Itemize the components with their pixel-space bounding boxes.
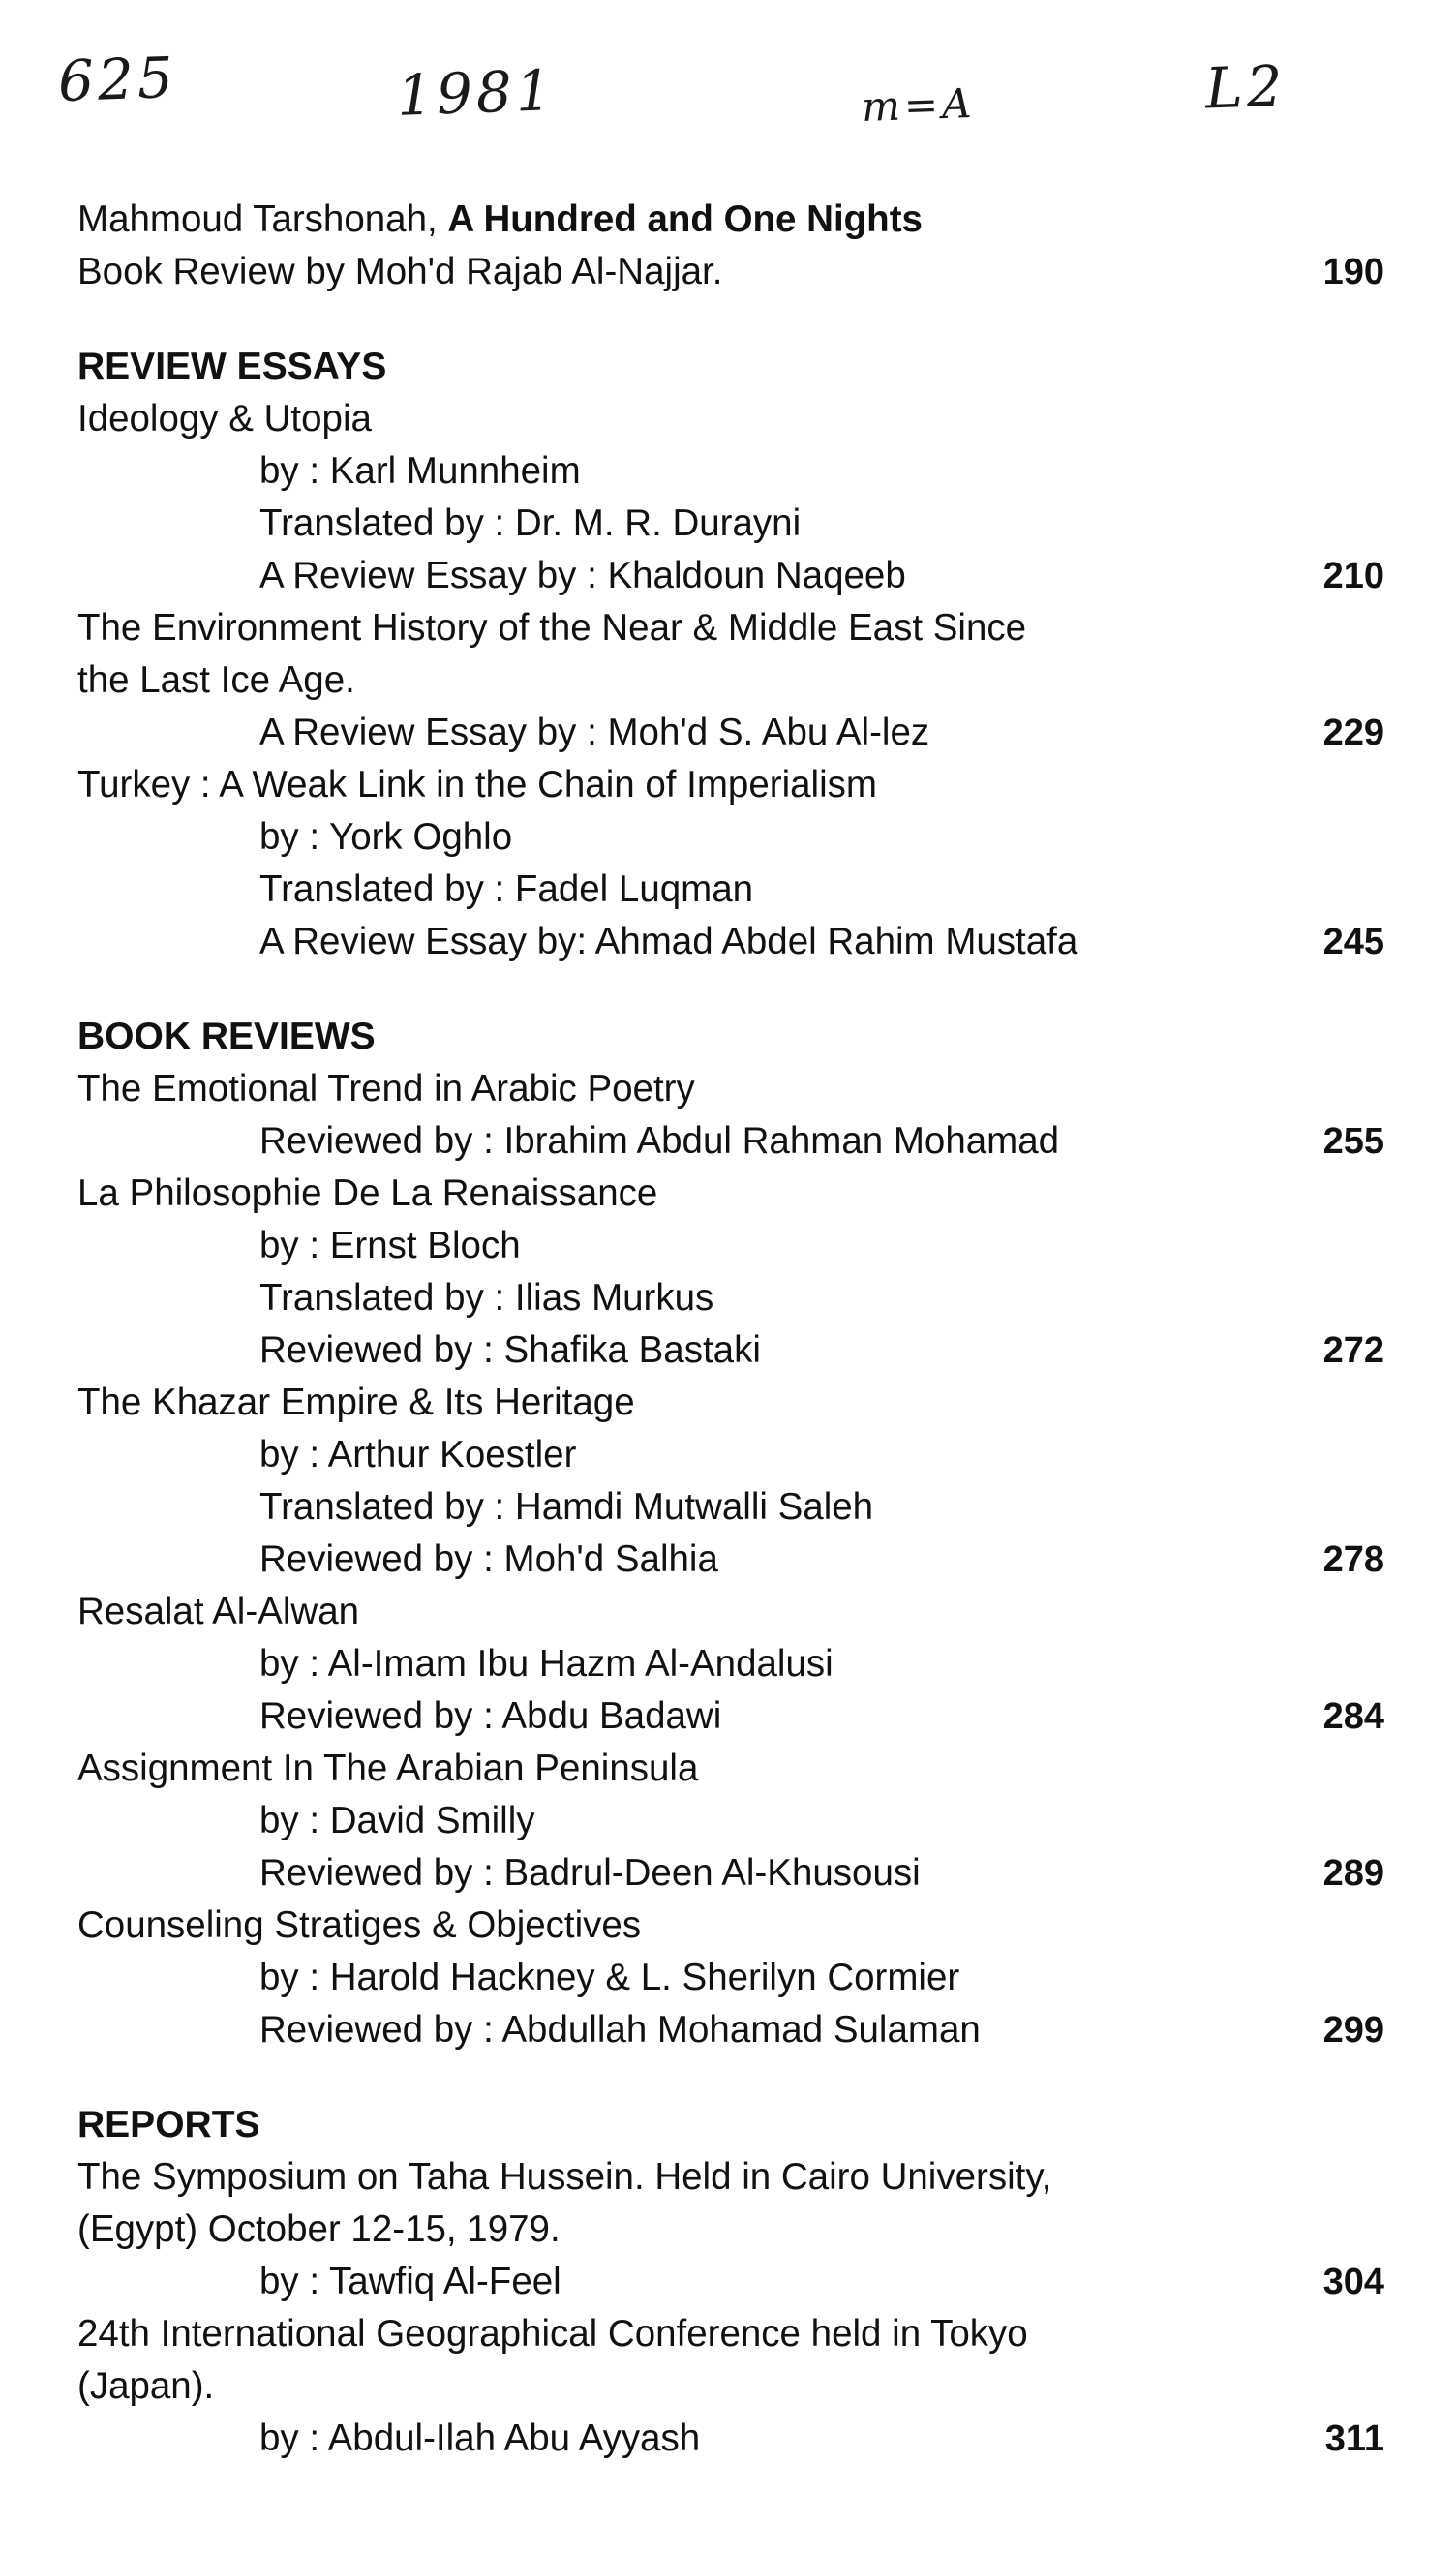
toc-line (77, 1847, 1384, 1900)
page-number: 255 (1322, 1121, 1384, 1162)
page-number: 278 (1322, 1539, 1384, 1580)
entry-translator: Translated by : Hamdi Mutwalli Saleh (259, 1486, 874, 1528)
entry-reviewer: Reviewed by : Abdu Badawi (259, 1695, 722, 1737)
entry-reviewer: A Review Essay by : Moh'd S. Abu Al-lez (259, 712, 930, 753)
toc-line (77, 707, 1384, 759)
page-number: 229 (1322, 713, 1384, 753)
entry-title: A Hundred and One Nights (447, 198, 923, 240)
entry-author: by : Al-Imam Ibu Hazm Al-Andalusi (259, 1643, 834, 1685)
entry-author: by : Arthur Koestler (259, 1434, 577, 1475)
toc-line (77, 550, 1384, 602)
entry-title: La Philosophie De La Renaissance (77, 1172, 658, 1214)
page-number: 190 (1322, 252, 1384, 292)
entry-author: by : York Oghlo (259, 816, 513, 858)
entry-title: The Environment History of the Near & Middle East Since (77, 607, 1027, 649)
handwritten-note-2: 1981 (395, 57, 557, 129)
entry-title: The Emotional Trend in Arabic Poetry (77, 1068, 695, 1110)
toc-line (77, 2256, 1384, 2308)
entry-title: 24th International Geographical Conference held in Tokyo (77, 2313, 1028, 2355)
entry-translator: Translated by : Fadel Luqman (259, 868, 754, 910)
page-number: 299 (1322, 2010, 1384, 2051)
entry-title: The Khazar Empire & Its Heritage (77, 1382, 635, 1423)
entry-author: by : Ernst Bloch (259, 1225, 521, 1266)
entry-title-cont: (Japan). (77, 2365, 215, 2407)
entry-reviewer: Reviewed by : Shafika Bastaki (259, 1329, 761, 1371)
toc-line (77, 1534, 1384, 1586)
entry-author: by : David Smilly (259, 1800, 535, 1841)
entry-reviewer: Reviewed by : Badrul-Deen Al-Khusousi (259, 1852, 921, 1894)
entry-author: by : Abdul-Ilah Abu Ayyash (259, 2418, 701, 2459)
page-number: 210 (1322, 556, 1384, 596)
entry-translator: Translated by : Dr. M. R. Durayni (259, 502, 802, 544)
toc-line (77, 194, 1384, 246)
entry-author: Mahmoud Tarshonah, (77, 198, 438, 240)
toc-line (77, 246, 1384, 298)
toc-line (77, 2004, 1384, 2056)
entry-title: Ideology & Utopia (77, 398, 372, 440)
page-number: 245 (1322, 922, 1384, 962)
entry-translator: Translated by : Ilias Murkus (259, 1277, 714, 1319)
entry-reviewer: Book Review by Moh'd Rajab Al-Najjar. (77, 251, 723, 292)
page-number: 289 (1322, 1853, 1384, 1894)
handwritten-note-3: m=A (861, 78, 977, 132)
page-number: 311 (1324, 2418, 1384, 2459)
entry-title-cont: (Egypt) October 12-15, 1979. (77, 2208, 561, 2250)
section-heading-review-essays: REVIEW ESSAYS (77, 346, 387, 387)
entry-reviewer: Reviewed by : Abdullah Mohamad Sulaman (259, 2009, 981, 2051)
page-number: 272 (1322, 1330, 1384, 1371)
entry-reviewer: Reviewed by : Ibrahim Abdul Rahman Mohamad (259, 1120, 1060, 1162)
entry-reviewer: Reviewed by : Moh'd Salhia (259, 1538, 718, 1580)
entry-title: Assignment In The Arabian Peninsula (77, 1748, 699, 1789)
entry-author: by : Tawfiq Al-Feel (259, 2261, 561, 2302)
page-number: 304 (1322, 2262, 1384, 2302)
entry-reviewer: A Review Essay by : Khaldoun Naqeeb (259, 555, 906, 596)
entry-title: Resalat Al-Alwan (77, 1591, 360, 1632)
toc-line (77, 1115, 1384, 1168)
entry-title: Counseling Stratiges & Objectives (77, 1904, 642, 1946)
entry-author: by : Karl Munnheim (259, 450, 581, 492)
handwritten-note-1: 625 (56, 44, 178, 115)
toc-line (77, 916, 1384, 968)
section-heading-book-reviews: BOOK REVIEWS (77, 1016, 376, 1057)
table-of-contents (77, 194, 1384, 2465)
entry-reviewer: A Review Essay by: Ahmad Abdel Rahim Mustafa (259, 921, 1078, 962)
toc-line (77, 1690, 1384, 1743)
entry-author: by : Harold Hackney & L. Sherilyn Cormier (259, 1957, 960, 1998)
entry-title: The Symposium on Taha Hussein. Held in Cairo University, (77, 2156, 1052, 2198)
toc-line (77, 2413, 1384, 2465)
entry-title-cont: the Last Ice Age. (77, 659, 355, 701)
section-heading-reports: REPORTS (77, 2104, 260, 2145)
entry-title: Turkey : A Weak Link in the Chain of Imperialism (77, 764, 877, 806)
toc-line (77, 1324, 1384, 1377)
page-number: 284 (1322, 1696, 1384, 1737)
handwritten-note-4: L2 (1203, 52, 1288, 122)
